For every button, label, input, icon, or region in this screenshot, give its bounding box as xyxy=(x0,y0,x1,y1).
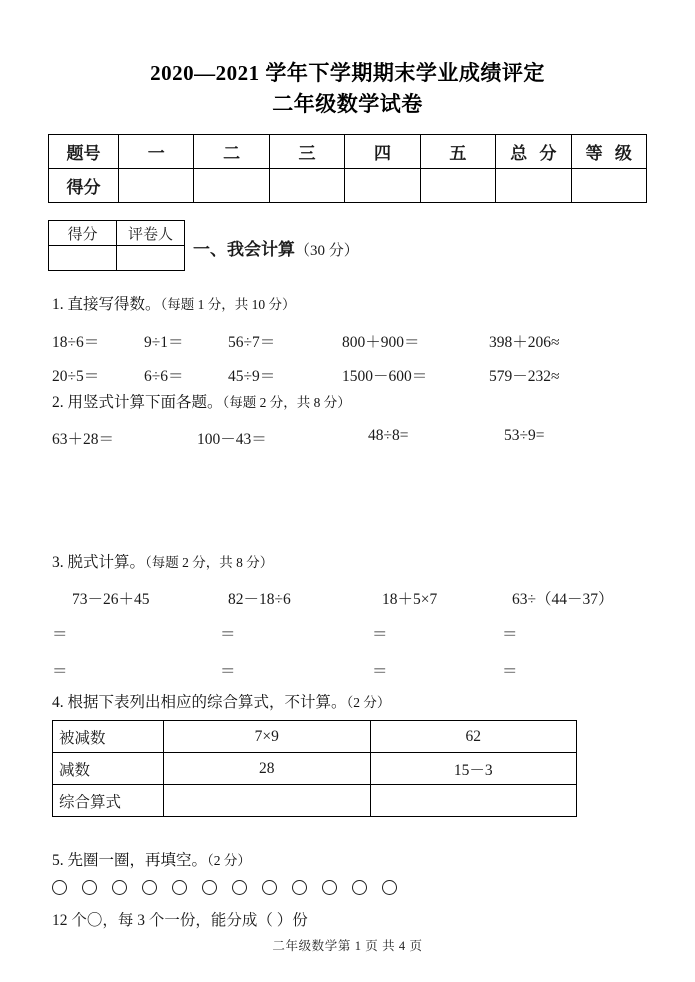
expr-3-3-3: ＝ xyxy=(372,663,388,680)
title-line-2: 二年级数学试卷 xyxy=(272,92,423,116)
section-one-heading xyxy=(193,235,359,260)
q4-answer-cell-1[interactable] xyxy=(370,785,577,817)
expr-2-1-3: 48÷8= xyxy=(368,427,409,444)
expr-2-1-1: 63＋28＝ xyxy=(52,431,115,448)
question-2-text: 2. 用竖式计算下面各题。 xyxy=(52,394,223,411)
expr-1-1-3: 56÷7＝ xyxy=(228,334,276,351)
title-line-1: 2020—2021 学年下学期期末学业成绩评定 xyxy=(150,61,545,85)
expr-3-1-1: 73－26＋45 xyxy=(72,591,150,608)
score-table-row-label-1: 得分 xyxy=(49,169,119,203)
question-5-text: 5. 先圈一圈，再填空。 xyxy=(52,852,208,869)
expr-2-1-2: 100－43＝ xyxy=(197,431,267,448)
score-cell-2[interactable] xyxy=(269,169,344,203)
table-row-values xyxy=(49,169,647,203)
score-table-col-2: 三 xyxy=(269,135,344,169)
q4-cell-0-1: 62 xyxy=(370,721,577,753)
question-2-title xyxy=(52,390,665,412)
circle-icon xyxy=(382,880,397,895)
question-4-title xyxy=(52,690,665,712)
circle-icon xyxy=(232,880,247,895)
expr-1-1-1: 18÷6＝ xyxy=(52,334,100,351)
question-2 xyxy=(52,390,665,458)
score-table-col-1: 二 xyxy=(194,135,269,169)
expr-3-3-1: ＝ xyxy=(52,663,68,680)
table-row xyxy=(53,785,577,817)
page-footer: 二年级数学第 1 页 共 4 页 xyxy=(272,939,423,953)
table-row xyxy=(49,246,185,271)
question-1-text: 1. 直接写得数。 xyxy=(52,296,161,313)
table-row-header xyxy=(49,135,647,169)
grader-box-grader-label: 评卷人 xyxy=(117,221,185,246)
expr-3-3-4: ＝ xyxy=(502,663,518,680)
section-one-points: （30 分） xyxy=(295,243,359,259)
question-2-points: （每题 2 分，共 8 分） xyxy=(222,395,351,410)
question-3-row-3 xyxy=(52,659,665,690)
score-table-row-label-0: 题号 xyxy=(49,135,119,169)
circles-row xyxy=(52,880,665,895)
table-row xyxy=(49,221,185,246)
circle-icon xyxy=(142,880,157,895)
circle-icon xyxy=(52,880,67,895)
question-5-fill-line: 12 个〇，每 3 个一份，能分成（ ）份 xyxy=(52,912,308,929)
expr-3-2-3: ＝ xyxy=(372,626,388,643)
grader-box-grader-value[interactable] xyxy=(117,246,185,271)
question-3-title xyxy=(52,550,665,572)
expr-1-2-4: 1500－600＝ xyxy=(342,368,428,385)
score-table-col-total: 总 分 xyxy=(496,135,571,169)
table-row xyxy=(53,721,577,753)
circle-icon xyxy=(352,880,367,895)
expr-3-2-1: ＝ xyxy=(52,626,68,643)
q4-cell-1-0: 28 xyxy=(164,753,371,785)
grader-box xyxy=(48,220,185,271)
question-1-points: （每题 1 分，共 10 分） xyxy=(160,297,296,312)
expr-1-2-2: 6÷6＝ xyxy=(144,368,184,385)
circle-icon xyxy=(172,880,187,895)
circle-icon xyxy=(112,880,127,895)
expr-3-1-4: 63÷（44－37） xyxy=(512,591,614,608)
question-3-points: （每题 2 分，共 8 分） xyxy=(145,555,274,570)
question-3 xyxy=(52,550,665,690)
expr-3-1-2: 82－18÷6 xyxy=(228,591,291,608)
score-table xyxy=(48,134,647,203)
question-5-title xyxy=(52,848,665,870)
section-one-title: 一、我会计算 xyxy=(193,240,295,259)
expr-1-2-3: 45÷9＝ xyxy=(228,368,276,385)
score-cell-grade[interactable] xyxy=(571,169,646,203)
circle-icon xyxy=(292,880,307,895)
q4-answer-cell-0[interactable] xyxy=(164,785,371,817)
question-4-text: 4. 根据下表列出相应的综合算式，不计算。 xyxy=(52,694,347,711)
expr-3-1-3: 18＋5×7 xyxy=(382,591,438,608)
question-1-title xyxy=(52,292,665,314)
score-table-col-3: 四 xyxy=(345,135,420,169)
q4-row-label-2: 综合算式 xyxy=(53,785,164,817)
question-3-row-1 xyxy=(52,587,665,618)
score-cell-0[interactable] xyxy=(119,169,194,203)
expr-1-1-2: 9÷1＝ xyxy=(144,334,184,351)
score-cell-1[interactable] xyxy=(194,169,269,203)
score-cell-3[interactable] xyxy=(345,169,420,203)
q4-row-label-1: 减数 xyxy=(53,753,164,785)
question-4 xyxy=(52,690,665,817)
expr-3-3-2: ＝ xyxy=(220,663,236,680)
question-4-table xyxy=(52,720,577,817)
score-cell-total[interactable] xyxy=(496,169,571,203)
score-table-col-4: 五 xyxy=(420,135,495,169)
question-5 xyxy=(52,848,665,930)
expr-1-1-5: 398＋206≈ xyxy=(489,334,560,351)
expr-1-1-4: 800＋900＝ xyxy=(342,334,420,351)
circle-icon xyxy=(82,880,97,895)
circle-icon xyxy=(322,880,337,895)
q4-cell-0-0: 7×9 xyxy=(164,721,371,753)
score-table-col-0: 一 xyxy=(119,135,194,169)
circle-icon xyxy=(202,880,217,895)
expr-1-2-5: 579－232≈ xyxy=(489,368,560,385)
expr-1-2-1: 20÷5＝ xyxy=(52,368,100,385)
q4-row-label-0: 被减数 xyxy=(53,721,164,753)
expr-2-1-4: 53÷9= xyxy=(504,427,545,444)
table-row xyxy=(53,753,577,785)
section-header-row xyxy=(0,220,695,272)
score-table-wrapper xyxy=(48,134,647,203)
circle-icon xyxy=(262,880,277,895)
question-4-points: （2 分） xyxy=(346,695,391,710)
q4-cell-1-1: 15－3 xyxy=(370,753,577,785)
expr-3-2-4: ＝ xyxy=(502,626,518,643)
question-1-row-1 xyxy=(52,330,665,361)
grader-box-score-value[interactable] xyxy=(49,246,117,271)
question-1 xyxy=(52,292,665,395)
page-title xyxy=(0,58,695,120)
question-3-row-2 xyxy=(52,622,665,653)
question-2-row-1 xyxy=(52,427,665,458)
grader-box-score-label: 得分 xyxy=(49,221,117,246)
score-table-col-grade: 等 级 xyxy=(571,135,646,169)
question-3-text: 3. 脱式计算。 xyxy=(52,554,146,571)
expr-3-2-2: ＝ xyxy=(220,626,236,643)
score-cell-4[interactable] xyxy=(420,169,495,203)
question-5-points: （2 分） xyxy=(207,853,251,868)
